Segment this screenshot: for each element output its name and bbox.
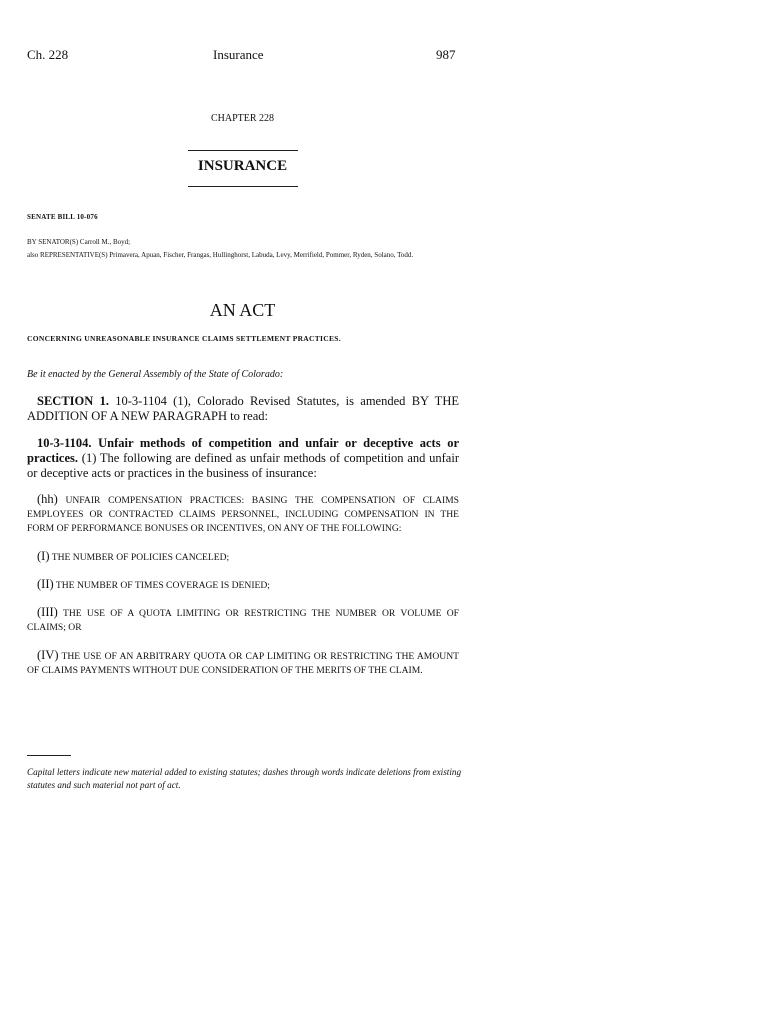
paragraph-hh-lead: (hh) (37, 492, 58, 506)
title-rule-bottom (188, 186, 298, 187)
subparagraph-i (27, 549, 459, 565)
bill-number: SENATE BILL 10-076 (27, 213, 98, 221)
statute-paragraph (27, 436, 459, 481)
house-sponsors: also REPRESENTATIVE(S) Primavera, Apuan, Fischer, Frangas, Hullinghorst, Labuda, Levy, Merrifield, Pommer, Ryden, Solano, Todd. (27, 251, 414, 259)
running-header-chapter: Ch. 228 (27, 47, 69, 62)
subparagraph-iii-lead: (III) (37, 605, 58, 619)
subparagraph-i-text: THE NUMBER OF POLICIES CANCELED; (51, 552, 230, 563)
statute-heading: 10-3-1104. Unfair methods of competition and unfair or deceptive acts or practices. (27, 436, 459, 465)
subparagraph-iii (27, 605, 459, 635)
subparagraph-i-lead: (I) (37, 549, 50, 563)
section-label: SECTION 1. (37, 394, 109, 408)
subparagraph-ii-text: THE NUMBER OF TIMES COVERAGE IS DENIED; (55, 580, 270, 591)
chapter-title: INSURANCE (197, 158, 288, 174)
page-number: 987 (436, 47, 456, 62)
senate-sponsors: BY SENATOR(S) Carroll M., Boyd; (27, 238, 131, 246)
subparagraph-ii (27, 577, 459, 593)
paragraph-hh-text: UNFAIR COMPENSATION PRACTICES: BASING THE COMPENSATION OF CLAIMS EMPLOYEES OR CONTRACTED CLAIMS PERSONNEL, INCLUDING COMPENSATION IN THE FORM OF PERFORMANCE BONUSES OR INCENTIVES, ON ANY OF THE FOLLOWING: (27, 495, 459, 534)
running-header-subject: Insurance (213, 47, 264, 62)
subparagraph-iv-lead: (IV) (37, 648, 59, 662)
paragraph-hh (27, 492, 459, 536)
sponsors-block (27, 236, 472, 262)
subparagraph-iv-text: THE USE OF AN ARBITRARY QUOTA OR CAP LIMITING OR RESTRICTING THE AMOUNT OF CLAIMS PAYMENTS WITHOUT DUE CONSIDERATION OF THE MERITS OF THE CLAIM. (27, 651, 459, 676)
footnote: Capital letters indicate new material added to existing statutes; dashes through words indicate deletions from existing statutes and such material not part of act. (27, 767, 462, 790)
subparagraph-iv (27, 648, 459, 678)
chapter-number: CHAPTER 228 (210, 113, 275, 124)
statute-text: (1) The following are defined as unfair methods of competition and unfair or deceptive acts or practices in the business of insurance: (27, 451, 459, 480)
title-rule-top (188, 150, 298, 151)
section-1-paragraph (27, 394, 459, 424)
subparagraph-iii-text: THE USE OF A QUOTA LIMITING OR RESTRICTING THE NUMBER OR VOLUME OF CLAIMS; OR (27, 608, 459, 633)
section-text: 10-3-1104 (1), Colorado Revised Statutes, is amended BY THE ADDITION OF A NEW PARAGRAPH to read: (27, 394, 459, 423)
act-title: AN ACT (209, 300, 276, 320)
concerning-clause: CONCERNING UNREASONABLE INSURANCE CLAIMS SETTLEMENT PRACTICES. (27, 334, 341, 343)
subparagraph-ii-lead: (II) (37, 577, 54, 591)
footnote-rule (27, 755, 71, 756)
enacting-clause: Be it enacted by the General Assembly of the State of Colorado: (27, 369, 284, 380)
